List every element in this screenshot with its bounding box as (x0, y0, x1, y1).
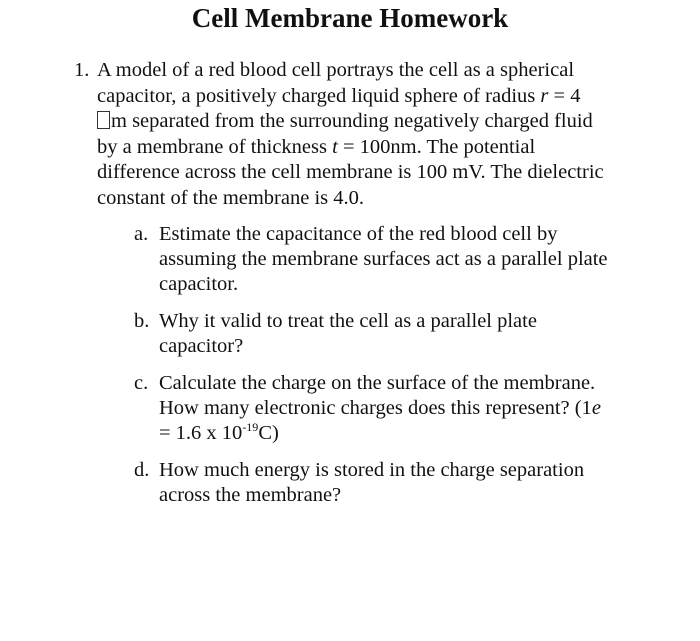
subquestion-c (134, 371, 664, 446)
subquestion-text (159, 309, 664, 359)
subquestion-letter: b. (134, 310, 150, 332)
subquestion-b (134, 309, 664, 359)
question-text: = 4 (548, 84, 581, 107)
subquestion-line (159, 396, 664, 421)
subquestion-letter: d. (134, 459, 150, 481)
subquestion-line: Calculate the charge on the surface of the membrane. (159, 372, 596, 394)
subquestion-text-part: C) (258, 422, 279, 444)
question-text: by a membrane of thickness (97, 135, 333, 158)
subquestion-line: capacitor? (159, 335, 244, 357)
subquestion-text (159, 458, 664, 508)
missing-glyph-box (97, 111, 110, 129)
question-line: constant of the membrane is 4.0. (97, 186, 365, 209)
subquestion-line: Why it valid to treat the cell as a parallel plate (159, 310, 537, 332)
subquestion-line: capacitor. (159, 273, 239, 295)
subquestion-letter: c. (134, 372, 149, 394)
thickness-variable: t (332, 135, 338, 158)
question-line (97, 84, 656, 110)
subquestion-line (159, 421, 664, 446)
electron-variable: e (591, 397, 601, 419)
subquestion-d (134, 458, 664, 508)
question-text: m separated from the surrounding negatively charged fluid (111, 110, 593, 132)
question-line: A model of a red blood cell portrays the cell as a spherical (97, 59, 575, 81)
subquestion-line: assuming the membrane surfaces act as a parallel plate (159, 248, 608, 270)
question-text: = 100nm. The potential (337, 135, 536, 158)
exponent: -19 (242, 420, 259, 434)
question-1 (66, 58, 656, 211)
question-line: difference across the cell membrane is 100 mV. The dielectric (97, 161, 604, 183)
subquestion-letter: a. (134, 223, 149, 245)
question-line (97, 109, 656, 135)
subquestion-line: Estimate the capacitance of the red blood cell by (159, 223, 558, 245)
radius-variable: r (540, 84, 549, 107)
subquestion-line: How much energy is stored in the charge separation (159, 459, 585, 481)
subquestion-text (159, 222, 664, 297)
subquestion-list (134, 222, 664, 520)
subquestion-line: across the membrane? (159, 484, 342, 506)
subquestion-text-part: How many electronic charges does this represent? (1 (159, 397, 592, 419)
question-line (97, 135, 656, 161)
subquestion-a (134, 222, 664, 297)
question-number: 1. (74, 59, 90, 81)
page-title: Cell Membrane Homework (191, 3, 509, 33)
question-text: capacitor, a positively charged liquid sphere of radius (97, 84, 541, 107)
subquestion-text (159, 371, 664, 446)
subquestion-text-part: = 1.6 x 10 (159, 422, 243, 444)
question-body (97, 58, 656, 211)
